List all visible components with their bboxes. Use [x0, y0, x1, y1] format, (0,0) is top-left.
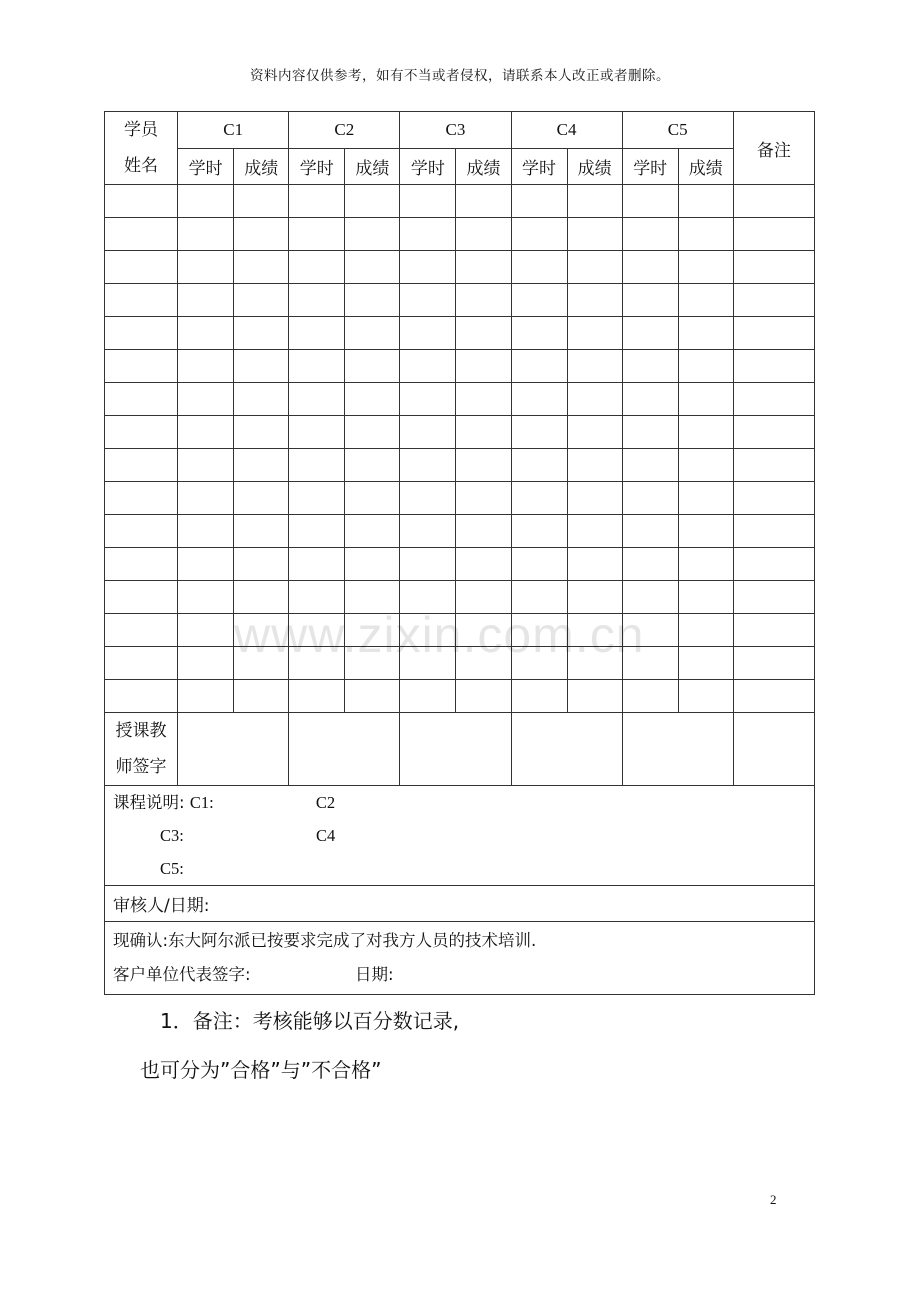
- table-cell[interactable]: [678, 449, 733, 482]
- table-cell[interactable]: [622, 482, 678, 515]
- table-cell[interactable]: [289, 416, 345, 449]
- student-name-header: [105, 112, 178, 185]
- course-desc-c2: C2: [315, 793, 336, 812]
- table-cell[interactable]: [678, 383, 733, 416]
- table-cell[interactable]: [622, 185, 678, 218]
- table-row: [105, 482, 815, 515]
- table-cell[interactable]: [733, 251, 814, 284]
- table-cell[interactable]: [567, 548, 622, 581]
- table-cell[interactable]: [345, 350, 400, 383]
- table-cell[interactable]: [733, 218, 814, 251]
- table-cell[interactable]: [178, 416, 234, 449]
- header-disclaimer: 资料内容仅供参考，如有不当或者侵权，请联系本人改正或者删除。: [250, 68, 670, 84]
- teacher-signature-c2[interactable]: [289, 713, 400, 786]
- table-cell[interactable]: [400, 482, 456, 515]
- table-row: [105, 251, 815, 284]
- table-cell[interactable]: [400, 680, 456, 713]
- table-cell[interactable]: [345, 680, 400, 713]
- table-cell[interactable]: [567, 416, 622, 449]
- hours-header-c2: 学时: [289, 148, 345, 185]
- client-date-label[interactable]: 日期:: [355, 965, 394, 984]
- hours-header-c4: 学时: [511, 148, 567, 185]
- table-cell[interactable]: [456, 185, 511, 218]
- score-header-c2: 成绩: [345, 148, 400, 185]
- table-cell[interactable]: [234, 218, 289, 251]
- table-cell[interactable]: [178, 350, 234, 383]
- table-cell[interactable]: [733, 449, 814, 482]
- course-desc-c1: C1:: [189, 793, 214, 812]
- table-cell[interactable]: [400, 284, 456, 317]
- table-cell[interactable]: [622, 416, 678, 449]
- hours-header-c3: 学时: [400, 148, 456, 185]
- table-cell[interactable]: [622, 350, 678, 383]
- table-cell[interactable]: [400, 218, 456, 251]
- table-cell[interactable]: [178, 614, 234, 647]
- table-cell[interactable]: [733, 581, 814, 614]
- table-cell[interactable]: [400, 383, 456, 416]
- table-cell[interactable]: [456, 680, 511, 713]
- course-header-c4: C4: [511, 112, 622, 149]
- table-cell[interactable]: [456, 581, 511, 614]
- table-row: [105, 284, 815, 317]
- table-cell[interactable]: [234, 647, 289, 680]
- course-header-c5: C5: [622, 112, 733, 149]
- table-cell[interactable]: [105, 383, 178, 416]
- table-row: [105, 416, 815, 449]
- table-cell[interactable]: [234, 482, 289, 515]
- table-cell[interactable]: [178, 218, 234, 251]
- teacher-signature-label: [105, 713, 178, 786]
- teacher-sign-line2: 师签字: [115, 757, 167, 777]
- sub-header-row: [105, 148, 815, 185]
- table-cell[interactable]: [678, 185, 733, 218]
- table-cell[interactable]: [678, 251, 733, 284]
- score-header-c4: 成绩: [567, 148, 622, 185]
- table-row: [105, 581, 815, 614]
- table-cell[interactable]: [105, 350, 178, 383]
- table-cell[interactable]: [234, 383, 289, 416]
- table-cell[interactable]: [511, 482, 567, 515]
- table-cell[interactable]: [678, 284, 733, 317]
- table-cell[interactable]: [622, 680, 678, 713]
- table-cell[interactable]: [456, 317, 511, 350]
- table-cell[interactable]: [345, 581, 400, 614]
- table-cell[interactable]: [105, 482, 178, 515]
- table-cell[interactable]: [511, 680, 567, 713]
- teacher-sign-line1: 授课教: [115, 721, 167, 741]
- reviewer-date[interactable]: 审核人/日期:: [105, 886, 815, 922]
- page-number: 2: [770, 1192, 777, 1207]
- table-cell[interactable]: [567, 383, 622, 416]
- table-row: [105, 185, 815, 218]
- table-cell[interactable]: [234, 614, 289, 647]
- table-cell[interactable]: [511, 581, 567, 614]
- table-cell[interactable]: [345, 218, 400, 251]
- table-cell[interactable]: [289, 482, 345, 515]
- table-cell[interactable]: [178, 449, 234, 482]
- course-description: [105, 786, 815, 886]
- table-cell[interactable]: [234, 515, 289, 548]
- table-cell[interactable]: [456, 383, 511, 416]
- table-cell[interactable]: [400, 581, 456, 614]
- table-row: [105, 515, 815, 548]
- table-cell[interactable]: [234, 185, 289, 218]
- table-row: [105, 680, 815, 713]
- table-cell[interactable]: [345, 647, 400, 680]
- table-row: [105, 548, 815, 581]
- table-cell[interactable]: [178, 383, 234, 416]
- table-cell[interactable]: [678, 218, 733, 251]
- table-cell[interactable]: [567, 581, 622, 614]
- table-cell[interactable]: [622, 218, 678, 251]
- table-cell[interactable]: [733, 482, 814, 515]
- table-cell[interactable]: [733, 317, 814, 350]
- table-cell[interactable]: [400, 185, 456, 218]
- hours-header-c5: 学时: [622, 148, 678, 185]
- remarks-header: 备注: [733, 112, 814, 185]
- course-header-c3: C3: [400, 112, 511, 149]
- table-cell[interactable]: [456, 548, 511, 581]
- table-cell[interactable]: [733, 680, 814, 713]
- table-cell[interactable]: [622, 251, 678, 284]
- table-cell[interactable]: [234, 317, 289, 350]
- client-signature-label[interactable]: 客户单位代表签字:: [113, 965, 251, 984]
- table-cell[interactable]: [511, 449, 567, 482]
- table-cell[interactable]: [678, 581, 733, 614]
- table-cell[interactable]: [733, 647, 814, 680]
- table-cell[interactable]: [289, 614, 345, 647]
- table-row: [105, 350, 815, 383]
- table-cell[interactable]: [400, 548, 456, 581]
- table-cell[interactable]: [178, 251, 234, 284]
- name-header-line1: 学员: [124, 120, 159, 140]
- table-cell[interactable]: [678, 647, 733, 680]
- table-cell[interactable]: [345, 614, 400, 647]
- table-cell[interactable]: [733, 284, 814, 317]
- table-cell[interactable]: [567, 251, 622, 284]
- table-cell[interactable]: [289, 284, 345, 317]
- table-cell[interactable]: [733, 185, 814, 218]
- course-description-row: [105, 786, 815, 886]
- table-row: [105, 317, 815, 350]
- table-cell[interactable]: [105, 581, 178, 614]
- confirmation: [105, 922, 815, 995]
- table-cell[interactable]: [678, 416, 733, 449]
- table-cell[interactable]: [105, 284, 178, 317]
- table-cell[interactable]: [567, 350, 622, 383]
- table-cell[interactable]: [511, 647, 567, 680]
- table-cell[interactable]: [105, 449, 178, 482]
- table-cell[interactable]: [678, 548, 733, 581]
- table-cell[interactable]: [178, 581, 234, 614]
- course-header-c1: C1: [178, 112, 289, 149]
- course-desc-label: 课程说明:: [113, 793, 185, 812]
- table-cell[interactable]: [234, 581, 289, 614]
- footnote-line1: 1．备注：考核能够以百分数记录,: [160, 1009, 460, 1033]
- table-cell[interactable]: [678, 614, 733, 647]
- table-cell[interactable]: [622, 647, 678, 680]
- table-cell[interactable]: [345, 548, 400, 581]
- table-cell[interactable]: [345, 251, 400, 284]
- table-cell[interactable]: [622, 383, 678, 416]
- watermark: www.zixin.com.cn: [234, 607, 645, 663]
- table-cell[interactable]: [733, 548, 814, 581]
- table-cell[interactable]: [511, 185, 567, 218]
- table-cell[interactable]: [622, 515, 678, 548]
- table-cell[interactable]: [733, 416, 814, 449]
- table-cell[interactable]: [511, 548, 567, 581]
- table-cell[interactable]: [456, 218, 511, 251]
- table-cell[interactable]: [567, 614, 622, 647]
- table-cell[interactable]: [511, 284, 567, 317]
- table-cell[interactable]: [289, 548, 345, 581]
- table-cell[interactable]: [234, 251, 289, 284]
- table-cell[interactable]: [622, 548, 678, 581]
- table-cell[interactable]: [400, 416, 456, 449]
- table-cell[interactable]: [345, 383, 400, 416]
- reviewer-row: [105, 886, 815, 922]
- table-cell[interactable]: [289, 515, 345, 548]
- table-cell[interactable]: [345, 482, 400, 515]
- teacher-signature-c5[interactable]: [622, 713, 733, 786]
- table-cell[interactable]: [289, 581, 345, 614]
- table-cell[interactable]: [400, 515, 456, 548]
- table-cell[interactable]: [622, 284, 678, 317]
- score-header-c1: 成绩: [234, 148, 289, 185]
- table-cell[interactable]: [345, 515, 400, 548]
- table-cell[interactable]: [289, 449, 345, 482]
- table-cell[interactable]: [456, 449, 511, 482]
- table-cell[interactable]: [400, 317, 456, 350]
- table-cell[interactable]: [678, 350, 733, 383]
- table-cell[interactable]: [289, 383, 345, 416]
- table-cell[interactable]: [289, 251, 345, 284]
- confirmation-row: [105, 922, 815, 995]
- table-cell[interactable]: [178, 647, 234, 680]
- footnote-line2: 也可分为”合格”与”不合格”: [140, 1058, 382, 1082]
- teacher-signature-c4[interactable]: [511, 713, 622, 786]
- table-cell[interactable]: [105, 515, 178, 548]
- table-cell[interactable]: [567, 449, 622, 482]
- table-cell[interactable]: [456, 614, 511, 647]
- table-cell[interactable]: [678, 317, 733, 350]
- table-cell[interactable]: [345, 317, 400, 350]
- table-row: [105, 647, 815, 680]
- table-cell[interactable]: [567, 647, 622, 680]
- table-cell[interactable]: [345, 416, 400, 449]
- table-cell[interactable]: [622, 449, 678, 482]
- table-cell[interactable]: [567, 482, 622, 515]
- table-cell[interactable]: [456, 251, 511, 284]
- teacher-signature-remarks[interactable]: [733, 713, 814, 786]
- table-cell[interactable]: [178, 548, 234, 581]
- table-cell[interactable]: [400, 350, 456, 383]
- table-cell[interactable]: [511, 416, 567, 449]
- table-cell[interactable]: [178, 515, 234, 548]
- table-cell[interactable]: [234, 416, 289, 449]
- table-row: [105, 614, 815, 647]
- table-cell[interactable]: [400, 251, 456, 284]
- table-cell[interactable]: [234, 284, 289, 317]
- table-cell[interactable]: [234, 350, 289, 383]
- table-cell[interactable]: [105, 317, 178, 350]
- table-row: [105, 383, 815, 416]
- table-cell[interactable]: [178, 680, 234, 713]
- table-cell[interactable]: [345, 284, 400, 317]
- table-cell[interactable]: [511, 317, 567, 350]
- table-cell[interactable]: [456, 350, 511, 383]
- table-cell[interactable]: [289, 185, 345, 218]
- table-cell[interactable]: [567, 515, 622, 548]
- table-cell[interactable]: [234, 680, 289, 713]
- table-cell[interactable]: [289, 680, 345, 713]
- table-cell[interactable]: [622, 317, 678, 350]
- table-cell[interactable]: [567, 284, 622, 317]
- table-cell[interactable]: [456, 647, 511, 680]
- table-cell[interactable]: [289, 218, 345, 251]
- training-record-table: [104, 111, 815, 995]
- hours-header-c1: 学时: [178, 148, 234, 185]
- table-cell[interactable]: [289, 350, 345, 383]
- course-header-c2: C2: [289, 112, 400, 149]
- table-cell[interactable]: [105, 614, 178, 647]
- table-cell[interactable]: [234, 548, 289, 581]
- confirmation-statement: 现确认:东大阿尔派已按要求完成了对我方人员的技术培训.: [113, 931, 537, 950]
- table-cell[interactable]: [678, 515, 733, 548]
- table-cell[interactable]: [511, 350, 567, 383]
- table-cell[interactable]: [511, 218, 567, 251]
- table-cell[interactable]: [678, 482, 733, 515]
- table-cell[interactable]: [178, 185, 234, 218]
- table-cell[interactable]: [105, 647, 178, 680]
- table-cell[interactable]: [456, 482, 511, 515]
- table-cell[interactable]: [178, 482, 234, 515]
- table-cell[interactable]: [567, 185, 622, 218]
- table-cell[interactable]: [678, 680, 733, 713]
- table-cell[interactable]: [178, 317, 234, 350]
- table-row: [105, 449, 815, 482]
- table-cell[interactable]: [289, 647, 345, 680]
- table-cell[interactable]: [105, 548, 178, 581]
- table-cell[interactable]: [400, 614, 456, 647]
- table-cell[interactable]: [289, 317, 345, 350]
- table-cell[interactable]: [733, 515, 814, 548]
- score-header-c5: 成绩: [678, 148, 733, 185]
- table-cell[interactable]: [733, 614, 814, 647]
- teacher-signature-row: [105, 713, 815, 786]
- table-cell[interactable]: [511, 251, 567, 284]
- table-cell[interactable]: [105, 416, 178, 449]
- teacher-signature-c1[interactable]: [178, 713, 289, 786]
- table-cell[interactable]: [105, 218, 178, 251]
- table-cell[interactable]: [511, 383, 567, 416]
- table-cell[interactable]: [511, 614, 567, 647]
- table-cell[interactable]: [511, 515, 567, 548]
- course-desc-c4: C4: [316, 826, 336, 845]
- table-cell[interactable]: [345, 185, 400, 218]
- table-cell[interactable]: [733, 350, 814, 383]
- table-cell[interactable]: [178, 284, 234, 317]
- course-desc-c3: C3:: [160, 826, 184, 845]
- table-row: [105, 218, 815, 251]
- table-cell[interactable]: [400, 449, 456, 482]
- table-cell[interactable]: [234, 449, 289, 482]
- table-cell[interactable]: [456, 515, 511, 548]
- table-cell[interactable]: [105, 251, 178, 284]
- table-cell[interactable]: [733, 383, 814, 416]
- table-cell[interactable]: [567, 680, 622, 713]
- table-cell[interactable]: [622, 614, 678, 647]
- table-cell[interactable]: [622, 581, 678, 614]
- score-header-c3: 成绩: [456, 148, 511, 185]
- table-cell[interactable]: [456, 416, 511, 449]
- table-cell[interactable]: [567, 317, 622, 350]
- table-cell[interactable]: [567, 218, 622, 251]
- teacher-signature-c3[interactable]: [400, 713, 511, 786]
- table-cell[interactable]: [400, 647, 456, 680]
- table-cell[interactable]: [105, 185, 178, 218]
- table-cell[interactable]: [345, 449, 400, 482]
- name-header-line2: 姓名: [124, 156, 159, 176]
- table-cell[interactable]: [456, 284, 511, 317]
- course-desc-c5: C5:: [160, 859, 184, 878]
- table-cell[interactable]: [105, 680, 178, 713]
